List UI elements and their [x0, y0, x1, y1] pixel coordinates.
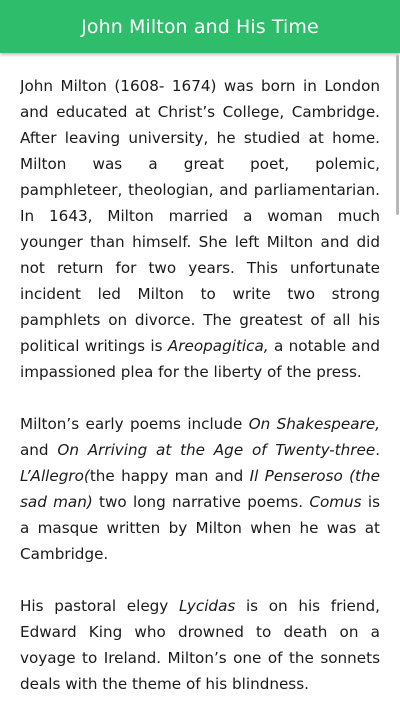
text-span: John Milton (1608- 1674) was born in London and educated at Christ’s College, Cambridge. After leaving university, he studied at home. Milton was a great poet, polemic, pamphleteer, theologian, and parliamentarian. In 1643, Milton married a woman much younger than himself. She left Milton and did not return for two years. This unfortunate incident led Milton to write two strong pamphlets on divorce. The greatest of all his political writings is: [20, 77, 380, 355]
paragraph-early-life: [20, 73, 380, 385]
text-span: .: [375, 441, 380, 459]
paragraph-lycidas: [20, 593, 380, 697]
work-title: L’Allegro(: [20, 467, 90, 485]
scrollbar[interactable]: [396, 55, 399, 215]
work-title: On Arriving at the Age of Twenty-three: [57, 441, 376, 459]
work-title: Areopagitica,: [167, 337, 269, 355]
text-span: is on his friend, Edward King who drowned to death on a voyage to Ireland. Milton’s one of the sonnets deals with the theme of his blindness.: [20, 597, 380, 693]
app-bar: [0, 0, 400, 53]
paragraph-early-poems: [20, 411, 380, 567]
work-title: Il Penseroso (the sad man): [20, 467, 380, 511]
work-title: On Shakespeare,: [248, 415, 380, 433]
text-span: the happy man and: [89, 467, 250, 485]
text-span: is a masque written by Milton when he was at Cambridge.: [20, 493, 380, 563]
text-span: Milton’s early poems include: [20, 415, 249, 433]
work-title: Lycidas: [178, 597, 236, 615]
text-span: and: [20, 441, 58, 459]
work-title: Comus: [309, 493, 362, 511]
page-title: John Milton and His Time: [81, 15, 319, 38]
text-span: His pastoral elegy: [20, 597, 179, 615]
article-content[interactable]: [20, 73, 380, 710]
text-span: two long narrative poems.: [92, 493, 310, 511]
text-span: a notable and impassioned plea for the liberty of the press.: [20, 337, 380, 381]
